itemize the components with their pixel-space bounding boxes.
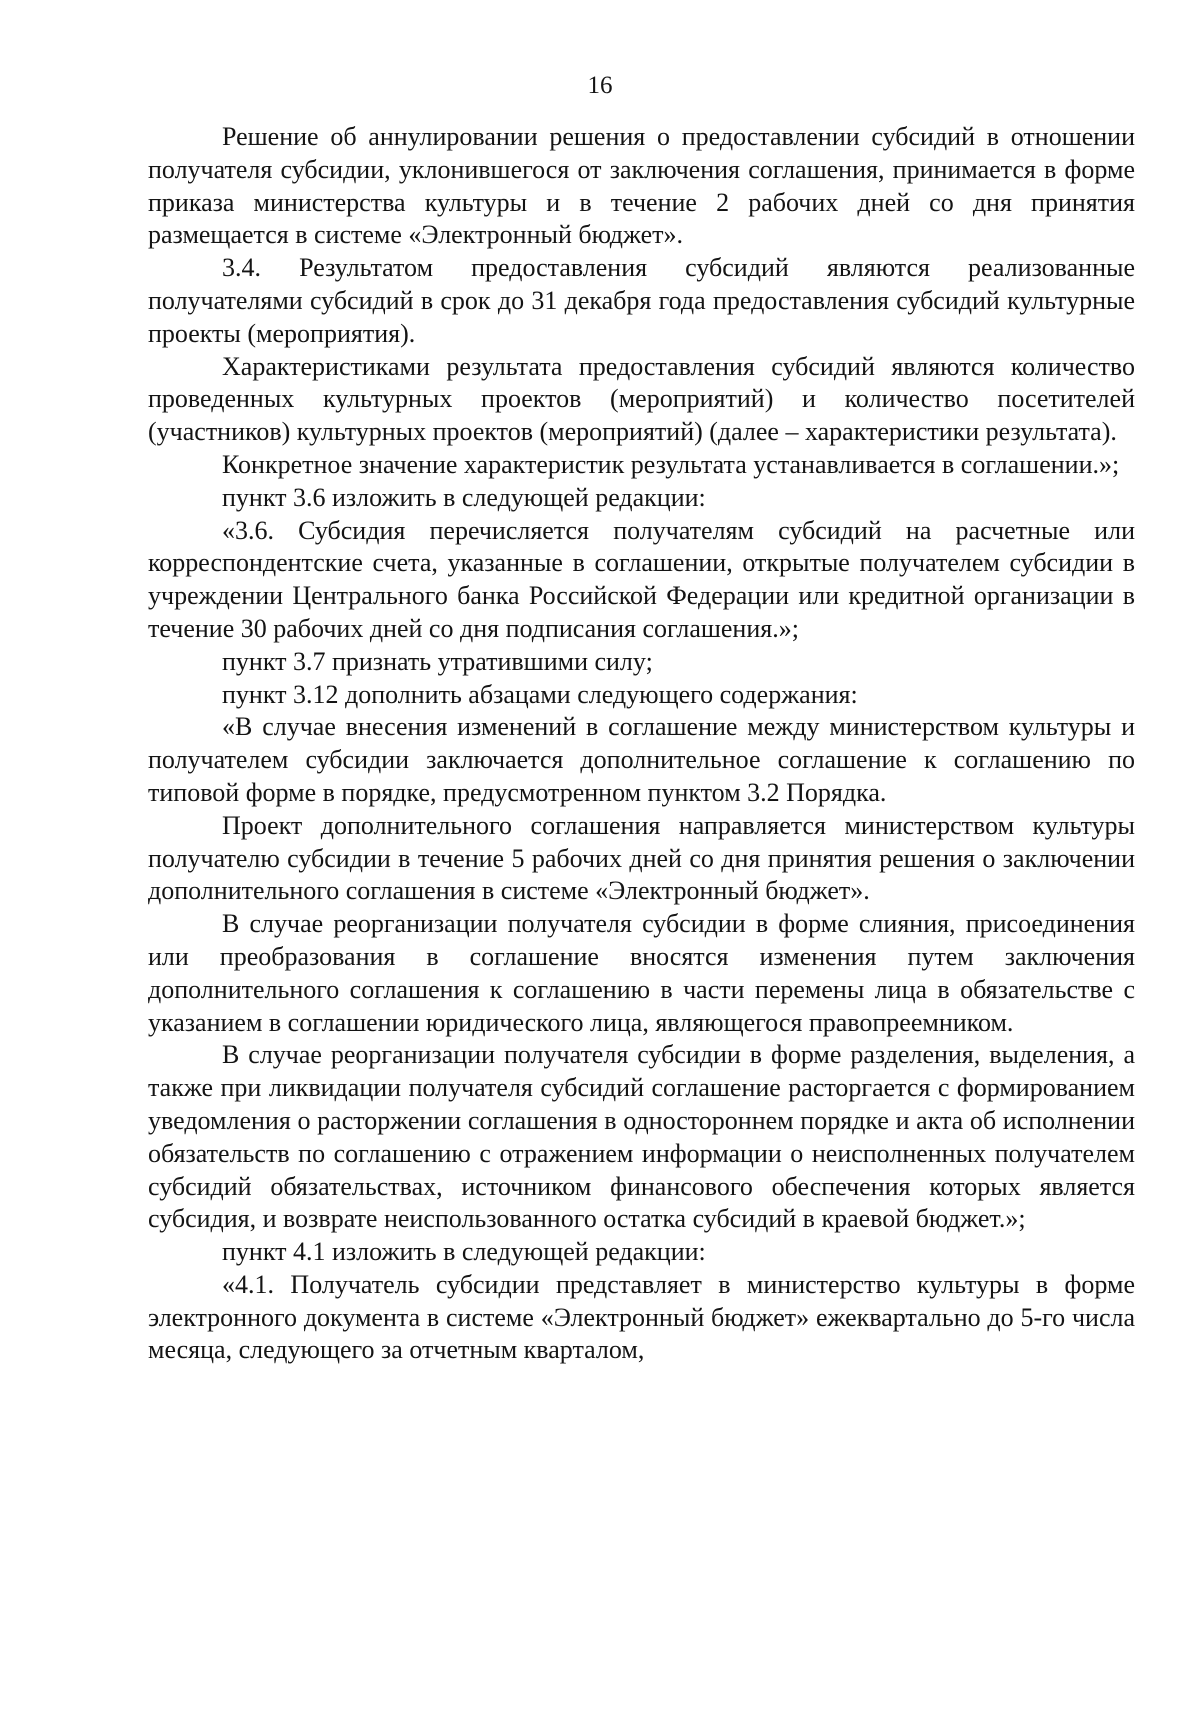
paragraph-reorganization-merger: В случае реорганизации получателя субсидии в форме слияния, присоединения или преобразования в соглашение вносятся изменения путем заключения дополнительного соглашения к соглашению в части перемены лица в обязательстве с указанием в соглашении юридического лица, являющегося правопреемником. — [148, 909, 1135, 1037]
document-body — [148, 121, 1135, 1367]
paragraph-concrete-value: Конкретное значение характеристик результата устанавливается в соглашении.»; — [222, 449, 1120, 479]
paragraph-annulment-decision: Решение об аннулировании решения о предоставлении субсидий в отношении получателя субсидии, уклонившегося от заключения соглашения, принимается в форме приказа министерства культуры и в течение 2 рабочих дней со дня принятия размещается в системе «Электронный бюджет». — [148, 122, 1135, 250]
paragraph-result-characteristics: Характеристиками результата предоставления субсидий являются количество проведенных культурных проектов (мероприятий) и количество посетителей (участников) культурных проектов (мероприятий) (далее – характеристики результата). — [148, 351, 1135, 447]
paragraph-agreement-changes: «В случае внесения изменений в соглашение между министерством культуры и получателем субсидии заключается дополнительное соглашение к соглашению по типовой форме в порядке, предусмотренном пунктом 3.2 Порядка. — [148, 712, 1135, 807]
paragraph-draft-agreement: Проект дополнительного соглашения направляется министерством культуры получателю субсидии в течение 5 рабочих дней со дня принятия решения о заключении дополнительного соглашения в системе «Электронный бюджет». — [148, 810, 1135, 906]
paragraph-4-1-text: «4.1. Получатель субсидии представляет в министерство культуры в форме электронного документа в системе «Электронный бюджет» ежеквартально до 5-го числа месяца, следующего за отчетным кварталом, — [148, 1269, 1135, 1365]
paragraph-item-3-6-intro: пункт 3.6 изложить в следующей редакции: — [222, 482, 706, 512]
paragraph-reorganization-division: В случае реорганизации получателя субсидии в форме разделения, выделения, а также при ликвидации получателя субсидий соглашение расторгается с формированием уведомления о расторжении соглашения в одностороннем порядке и акта об исполнении обязательств по соглашению с отражением информации о неисполненных получателем субсидий обязательствах, источником финансового обеспечения которых является субсидия, и возврате неиспользованного остатка субсидий в краевой бюджет.»; — [148, 1040, 1135, 1234]
paragraph-item-3-7: пункт 3.7 признать утратившими силу; — [222, 646, 653, 676]
paragraph-item-4-1-intro: пункт 4.1 изложить в следующей редакции: — [222, 1237, 706, 1267]
page-number: 16 — [587, 72, 613, 99]
paragraph-item-3-12-intro: пункт 3.12 дополнить абзацами следующего содержания: — [222, 679, 858, 709]
paragraph-3-4-result: 3.4. Результатом предоставления субсидий являются реализованные получателями субсидий в срок до 31 декабря года предоставления субсидий культурные проекты (мероприятия). — [148, 253, 1135, 348]
paragraph-3-6-text: «3.6. Субсидия перечисляется получателям субсидий на расчетные или корреспондентские счета, указанные в соглашении, открытые получателем субсидии в учреждении Центрального банка Российской Федерации или кредитной организации в течение 30 рабочих дней со дня подписания соглашения.»; — [148, 515, 1135, 643]
